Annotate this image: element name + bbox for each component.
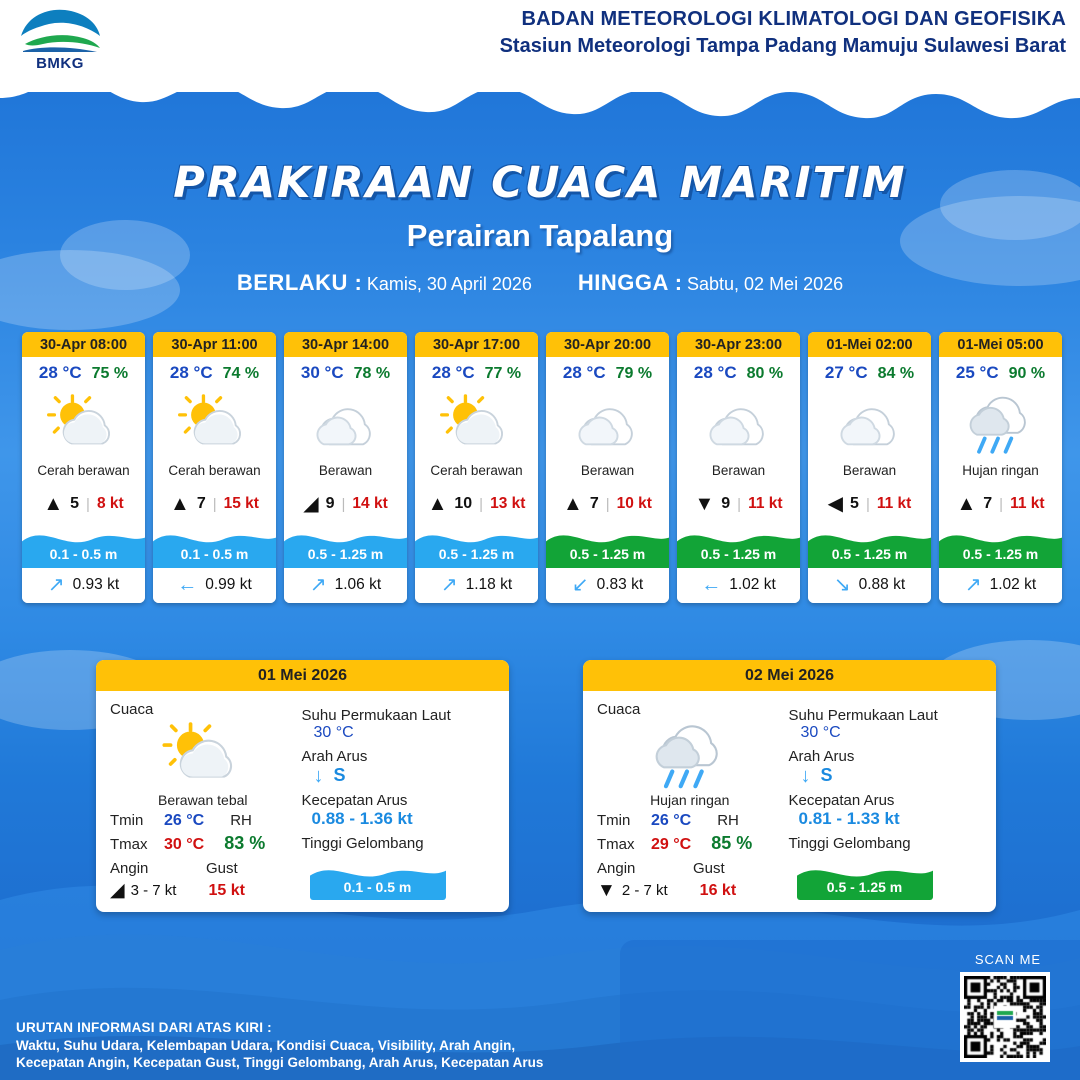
divider: |: [86, 495, 90, 513]
current-speed: 0.88 kt: [858, 576, 906, 593]
wave-height-graphic: [415, 522, 538, 568]
tmax-value: 29 °C: [651, 836, 692, 853]
current-direction-arrow-icon: ↓: [800, 764, 811, 787]
agency-line-2: Stasiun Meteorologi Tampa Padang Mamuju Sulawesi Barat: [499, 35, 1066, 57]
hourly-forecast-card: [939, 332, 1062, 603]
wave-height-value: 0.5 - 1.25 m: [826, 879, 903, 895]
current-speed: 0.99 kt: [205, 576, 252, 593]
current-speed: 1.02 kt: [989, 576, 1037, 593]
hourly-forecast-card: [808, 332, 931, 603]
weather-label: Cuaca: [597, 701, 641, 718]
wave-height-graphic: [808, 522, 931, 568]
weather-sun-cloud-icon: [153, 385, 276, 463]
weather-condition: Cerah berawan: [430, 463, 523, 478]
wave-height-graphic: [546, 522, 669, 568]
hourly-forecast-list: [22, 332, 1062, 603]
wind-direction-arrow-icon: ◢: [110, 880, 125, 901]
legend-line-2: Kecepatan Angin, Kecepatan Gust, Tinggi Gelombang, Arah Arus, Kecepatan Arus: [16, 1055, 544, 1070]
hourly-forecast-card: [22, 332, 145, 603]
current-speed: 0.93 kt: [72, 576, 120, 593]
weather-condition: Hujan ringan: [962, 463, 1039, 478]
wind-gust: 10 kt: [616, 495, 652, 512]
forecast-time: 30-Apr 23:00: [677, 332, 800, 357]
wind-direction-arrow-icon: ◢: [303, 493, 319, 515]
legend-title: URUTAN INFORMASI DARI ATAS KIRI :: [16, 1020, 272, 1035]
weather-sun-cloud-icon: [110, 720, 296, 792]
valid-until-value: Sabtu, 02 Mei 2026: [687, 274, 844, 294]
hourly-forecast-card: [284, 332, 407, 603]
wind-gust: 15 kt: [223, 495, 259, 512]
wind-direction-arrow-icon: ▲: [427, 493, 448, 515]
current-direction-label: Arah Arus: [301, 748, 368, 765]
wind-gust: 11 kt: [876, 495, 912, 512]
tmin-label: Tmin: [597, 812, 631, 829]
current-direction-arrow-icon: ↓: [313, 764, 324, 787]
forecast-time: 30-Apr 08:00: [22, 332, 145, 357]
tmin-value: 26 °C: [651, 812, 692, 829]
forecast-time: 30-Apr 20:00: [546, 332, 669, 357]
wave-height-graphic: [939, 522, 1062, 568]
wind-speed-range: 3 - 7 kt: [130, 882, 177, 899]
wind-speed: 10: [454, 495, 473, 512]
current-speed: 1.06 kt: [334, 576, 382, 593]
divider: |: [605, 495, 610, 513]
humidity: 78 %: [353, 365, 391, 382]
current-speed-label: Kecepatan Arus: [301, 792, 408, 809]
current-speed-value: 0.81 - 1.33 kt: [798, 809, 900, 828]
wave-height-graphic: [677, 522, 800, 568]
weather-cloud-icon: [284, 385, 407, 463]
wind-direction-arrow-icon: ▼: [694, 493, 715, 515]
wave-height-label: Tinggi Gelombang: [301, 835, 424, 852]
title-block: [0, 158, 1080, 296]
wind-speed: 5: [850, 495, 859, 512]
wind-speed-range: 2 - 7 kt: [621, 882, 668, 899]
weather-sun-cloud-icon: [415, 385, 538, 463]
weather-condition: Berawan: [842, 463, 897, 478]
weather-condition: Hujan ringan: [650, 792, 730, 808]
divider: |: [865, 495, 870, 513]
gust-value: 16 kt: [699, 881, 737, 899]
weather-rain-icon: [597, 720, 783, 792]
current-speed-value: 0.88 - 1.36 kt: [311, 809, 413, 828]
gust-label: Gust: [206, 860, 238, 877]
wave-height: 0.5 - 1.25 m: [700, 546, 777, 562]
wind-label: Angin: [110, 860, 149, 877]
current-speed: 0.83 kt: [596, 576, 644, 593]
wind-direction-arrow-icon: ◀: [827, 493, 844, 515]
humidity: 84 %: [877, 365, 915, 382]
weather-condition: Cerah berawan: [37, 463, 130, 478]
current-direction-value: S: [333, 765, 346, 785]
current-direction-arrow-icon: ↗: [47, 574, 65, 596]
agency-line-1: BADAN METEOROLOGI KLIMATOLOGI DAN GEOFISIKA: [521, 8, 1066, 30]
sst-label: Suhu Permukaan Laut: [788, 707, 938, 724]
weather-sun-cloud-icon: [22, 385, 145, 463]
hourly-forecast-card: [415, 332, 538, 603]
humidity: 75 %: [91, 365, 129, 382]
current-direction-value: S: [820, 765, 833, 785]
wind-speed: 7: [196, 495, 206, 512]
forecast-time: 01-Mei 02:00: [808, 332, 931, 357]
rh-label: RH: [230, 812, 252, 829]
wind-gust: 14 kt: [352, 495, 388, 512]
forecast-time: 01-Mei 05:00: [939, 332, 1062, 357]
weather-condition: Berawan: [318, 463, 373, 478]
logo-text: BMKG: [36, 55, 84, 72]
tmax-value: 30 °C: [164, 836, 205, 853]
daily-date: 01 Mei 2026: [96, 660, 509, 691]
rh-label: RH: [717, 812, 739, 829]
current-direction-arrow-icon: ↘: [833, 574, 851, 596]
wind-speed: 7: [589, 495, 599, 512]
current-speed-label: Kecepatan Arus: [788, 792, 895, 809]
air-temperature: 28 °C: [169, 363, 213, 382]
divider: |: [341, 495, 346, 513]
header-bar: [0, 0, 1080, 92]
sst-value: 30 °C: [313, 724, 354, 741]
divider: |: [737, 495, 742, 513]
air-temperature: 28 °C: [431, 363, 475, 382]
weather-rain-icon: [939, 385, 1062, 463]
divider: |: [479, 495, 484, 513]
weather-condition: Cerah berawan: [168, 463, 261, 478]
sst-value: 30 °C: [800, 724, 841, 741]
air-temperature: 27 °C: [824, 363, 868, 382]
current-direction-arrow-icon: ←: [177, 574, 198, 596]
daily-forecast-list: [96, 660, 996, 912]
gust-value: 15 kt: [208, 881, 245, 899]
wind-direction-arrow-icon: ▲: [563, 493, 583, 515]
humidity: 90 %: [1008, 365, 1046, 382]
tmax-label: Tmax: [597, 836, 635, 853]
hourly-forecast-card: [153, 332, 276, 603]
wind-gust: 13 kt: [490, 495, 526, 512]
hourly-forecast-card: [677, 332, 800, 603]
weather-condition: Berawan: [580, 463, 635, 478]
tmin-value: 26 °C: [164, 812, 205, 829]
tmin-label: Tmin: [110, 812, 144, 829]
qr-code[interactable]: [960, 972, 1050, 1062]
air-temperature: 28 °C: [38, 363, 82, 382]
wave-height-graphic: [310, 858, 446, 900]
tmax-label: Tmax: [110, 836, 148, 853]
wind-gust: 11 kt: [1010, 495, 1045, 512]
wave-height: 0.5 - 1.25 m: [307, 546, 384, 562]
legend-line-1: Waktu, Suhu Udara, Kelembapan Udara, Kondisi Cuaca, Visibility, Arah Angin,: [16, 1038, 516, 1053]
current-direction-arrow-icon: ↗: [309, 574, 327, 596]
rh-value: 85 %: [711, 833, 753, 853]
validity-row: [0, 270, 1080, 296]
wave-height-graphic: [22, 522, 145, 568]
daily-forecast-card: [583, 660, 996, 912]
sst-label: Suhu Permukaan Laut: [301, 707, 451, 724]
humidity: 80 %: [746, 365, 784, 382]
humidity: 74 %: [222, 365, 260, 382]
wave-height-value: 0.1 - 0.5 m: [343, 879, 412, 895]
current-speed: 1.02 kt: [729, 576, 776, 593]
daily-forecast-card: [96, 660, 509, 912]
gust-label: Gust: [693, 860, 725, 877]
wind-direction-arrow-icon: ▲: [956, 493, 977, 515]
weather-label: Cuaca: [110, 701, 154, 718]
wave-height-graphic: [284, 522, 407, 568]
wind-speed: 9: [325, 495, 335, 512]
wave-height-label: Tinggi Gelombang: [788, 835, 911, 852]
valid-from-value: Kamis, 30 April 2026: [366, 274, 532, 294]
wave-height: 0.5 - 1.25 m: [962, 546, 1039, 562]
wave-height: 0.1 - 0.5 m: [180, 546, 249, 562]
weather-condition: Berawan tebal: [158, 792, 248, 808]
wind-gust: 11 kt: [748, 495, 783, 512]
wind-speed: 9: [721, 495, 731, 512]
wave-height: 0.5 - 1.25 m: [438, 546, 515, 562]
rh-value: 83 %: [224, 833, 266, 853]
wind-direction-arrow-icon: ▲: [170, 493, 190, 515]
scan-me-label: SCAN ME: [974, 952, 1042, 967]
weather-condition: Berawan: [711, 463, 766, 478]
divider: |: [999, 495, 1004, 513]
qr-section: [960, 952, 1056, 1062]
air-temperature: 30 °C: [300, 363, 344, 382]
daily-date: 02 Mei 2026: [583, 660, 996, 691]
weather-cloud-icon: [677, 385, 800, 463]
wave-height: 0.5 - 1.25 m: [831, 546, 908, 562]
weather-cloud-icon: [808, 385, 931, 463]
air-temperature: 25 °C: [955, 363, 999, 382]
wind-direction-arrow-icon: ▲: [43, 493, 64, 515]
current-direction-arrow-icon: ↗: [440, 574, 458, 596]
forecast-time: 30-Apr 17:00: [415, 332, 538, 357]
page-subtitle: Perairan Tapalang: [406, 218, 674, 253]
wind-speed: 5: [70, 495, 80, 512]
valid-until-label: HINGGA :: [577, 270, 683, 295]
air-temperature: 28 °C: [562, 363, 606, 382]
divider: |: [212, 495, 217, 513]
bmkg-logo: [14, 6, 106, 86]
humidity: 77 %: [484, 365, 522, 382]
wind-direction-arrow-icon: ▼: [597, 880, 616, 901]
current-direction-arrow-icon: ↙: [571, 574, 589, 596]
wave-height-graphic: [153, 522, 276, 568]
wave-height: 0.5 - 1.25 m: [569, 546, 646, 562]
forecast-time: 30-Apr 11:00: [153, 332, 276, 357]
current-direction-arrow-icon: ↗: [964, 574, 982, 596]
legend-note: [16, 1020, 636, 1070]
weather-cloud-icon: [546, 385, 669, 463]
current-direction-label: Arah Arus: [788, 748, 855, 765]
forecast-time: 30-Apr 14:00: [284, 332, 407, 357]
hourly-forecast-card: [546, 332, 669, 603]
air-temperature: 28 °C: [693, 363, 737, 382]
wave-height-graphic: [797, 858, 933, 900]
humidity: 79 %: [615, 365, 653, 382]
current-direction-arrow-icon: ←: [701, 574, 722, 596]
agency-title: [500, 8, 1066, 58]
current-speed: 1.18 kt: [465, 576, 513, 593]
wind-label: Angin: [597, 860, 636, 877]
page-title: PRAKIRAAN CUACA MARITIM: [173, 158, 907, 208]
wind-gust: 8 kt: [96, 495, 124, 512]
wind-speed: 7: [983, 495, 993, 512]
valid-from-label: BERLAKU :: [236, 270, 363, 295]
wave-height: 0.1 - 0.5 m: [49, 546, 118, 562]
